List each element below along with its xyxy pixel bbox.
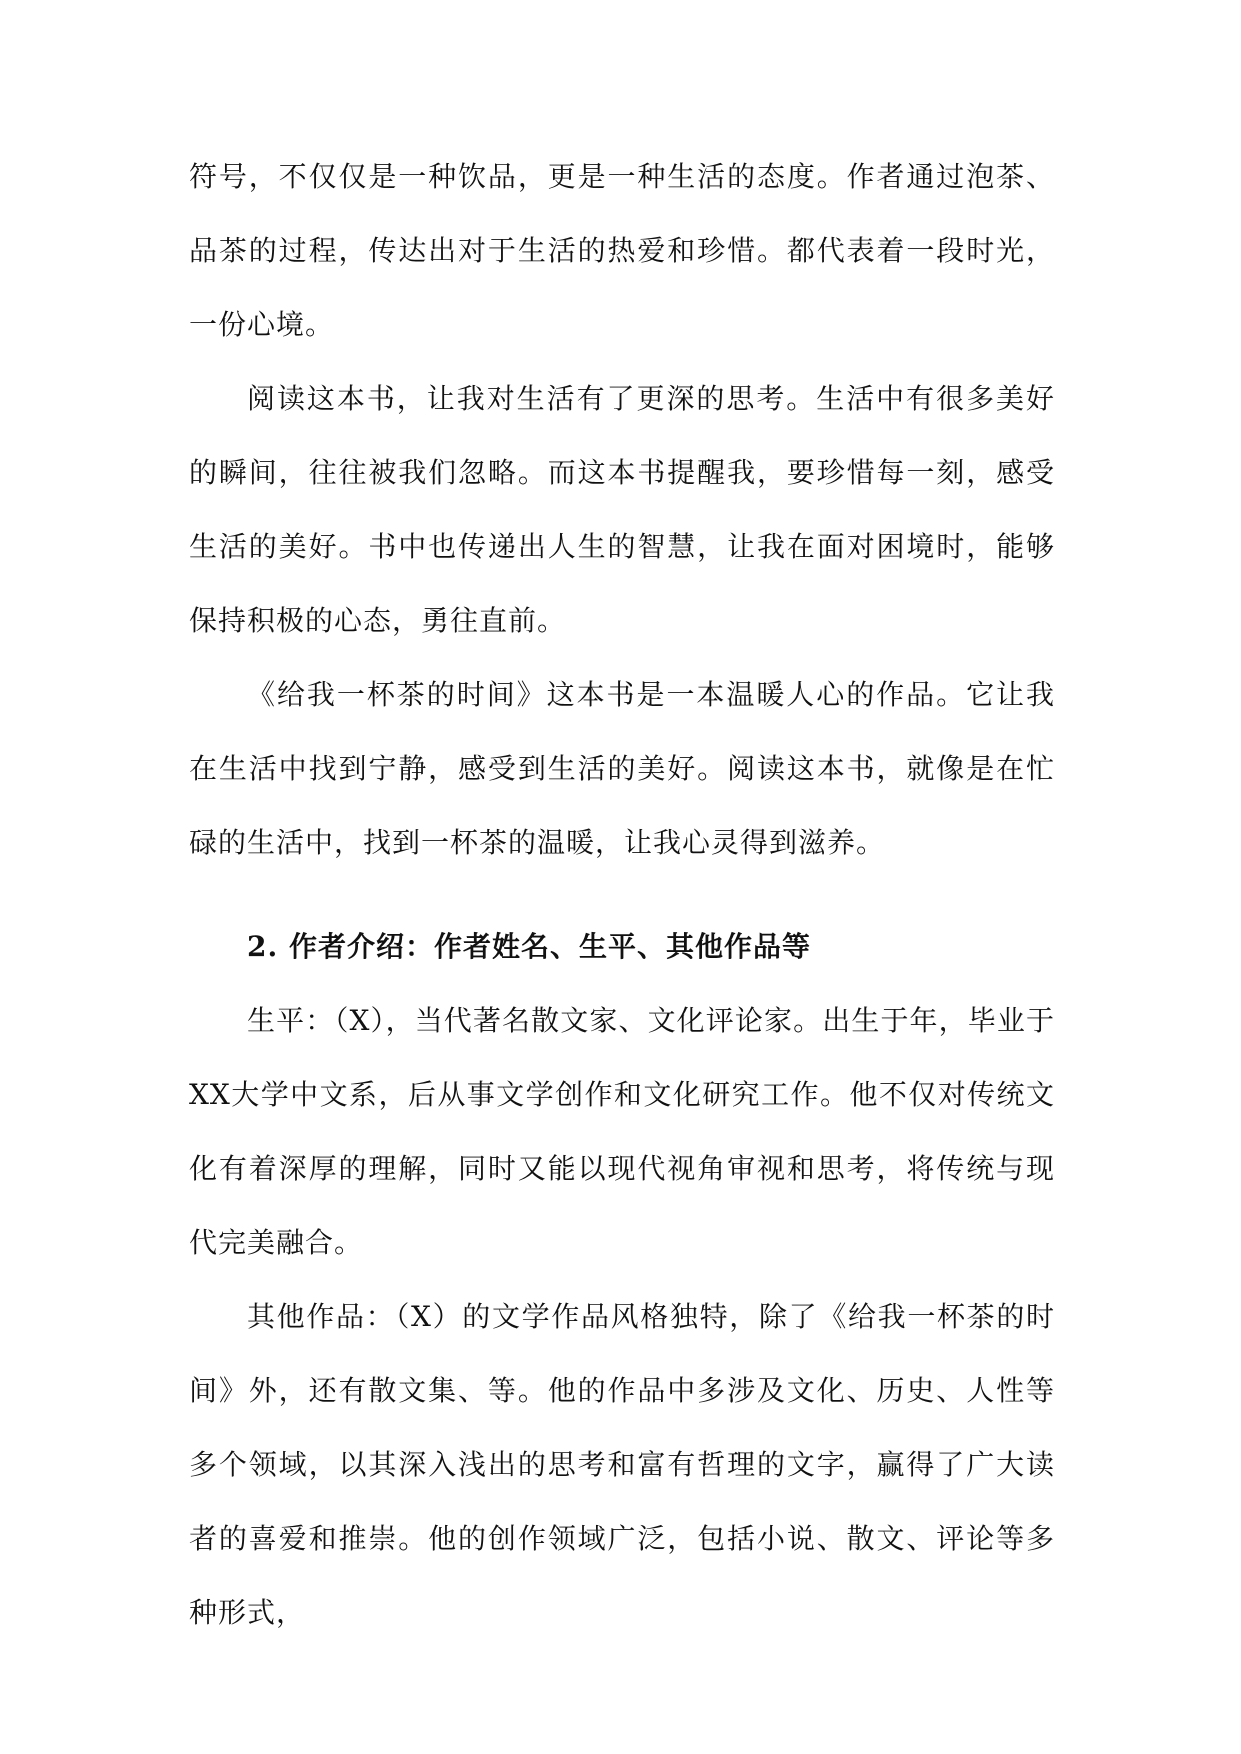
- paragraph-book-summary: 《给我一杯茶的时间》这本书是一本温暖人心的作品。它让我在生活中找到宁静，感受到生活的美好。阅读这本书，就像是在忙碌的生活中，找到一杯茶的温暖，让我心灵得到滋养。: [189, 678, 1055, 859]
- paragraph-tea-symbol: 符号，不仅仅是一种饮品，更是一种生活的态度。作者通过泡茶、品茶的过程，传达出对于生活的热爱和珍惜。都代表着一段时光，一份心境。: [189, 160, 1055, 341]
- section-heading-author-intro: 2. 作者介绍：作者姓名、生平、其他作品等: [247, 930, 811, 963]
- paragraph-author-other-works: 其他作品：（X）的文学作品风格独特，除了《给我一杯茶的时间》外，还有散文集、等。他的作品中多涉及文化、历史、人性等多个领域，以其深入浅出的思考和富有哲理的文字，赢得了广大读者的喜爱和推崇。他的创作领域广泛，包括小说、散文、评论等多种形式，: [189, 1300, 1055, 1629]
- document-body: [189, 140, 1055, 1650]
- paragraph-reading-reflection: 阅读这本书，让我对生活有了更深的思考。生活中有很多美好的瞬间，往往被我们忽略。而这本书提醒我，要珍惜每一刻，感受生活的美好。书中也传递出人生的智慧，让我在面对困境时，能够保持积极的心态，勇往直前。: [189, 382, 1055, 637]
- paragraph-author-biography: 生平：（X），当代著名散文家、文化评论家。出生于年，毕业于XX大学中文系，后从事文学创作和文化研究工作。他不仅对传统文化有着深厚的理解，同时又能以现代视角审视和思考，将传统与现代完美融合。: [189, 1004, 1055, 1259]
